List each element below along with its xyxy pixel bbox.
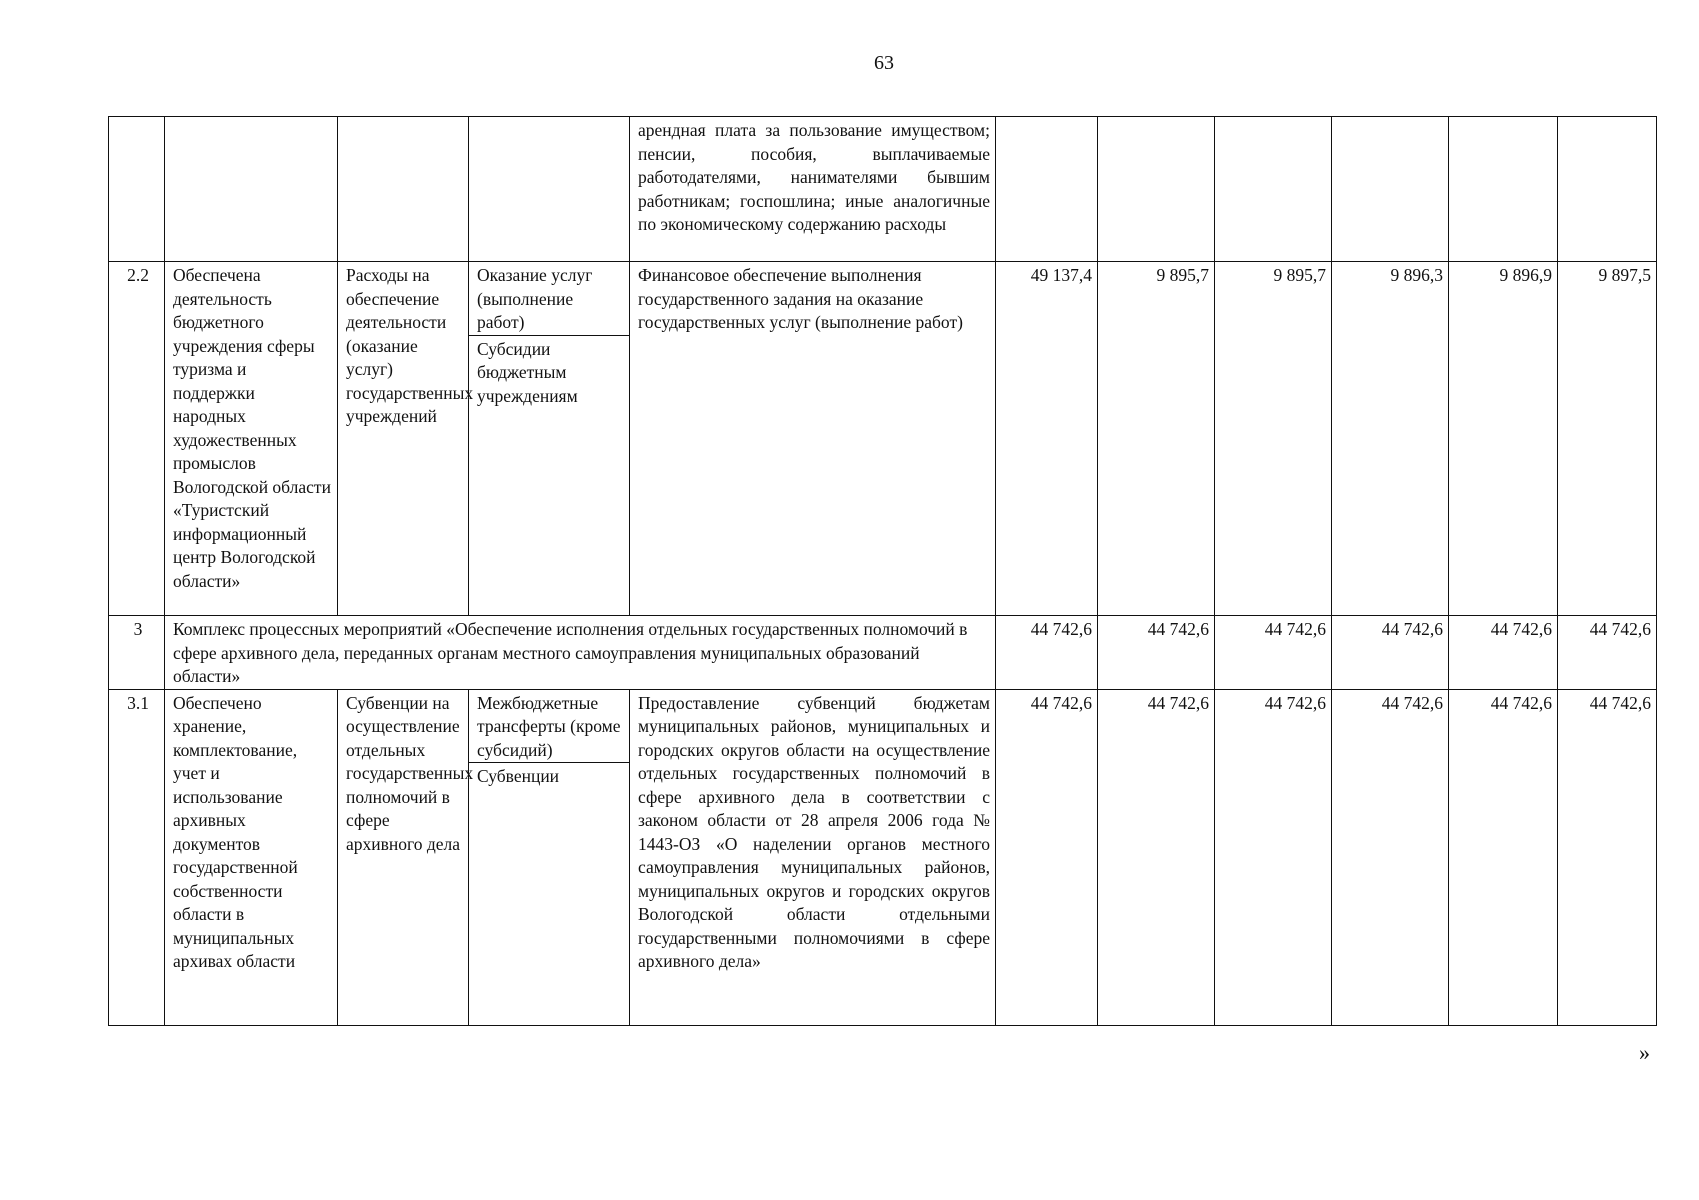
closing-quote: »: [1639, 1040, 1650, 1065]
table-row-2-2: [109, 262, 1657, 616]
cell-value-4: 44 742,6: [1332, 689, 1449, 1025]
cell-value-5: 44 742,6: [1449, 616, 1558, 690]
cell-type: [469, 262, 630, 616]
cell-result: [165, 117, 338, 262]
cell-type: [469, 689, 630, 1025]
cell-section-title: Комплекс процессных мероприятий «Обеспечение исполнения отдельных государственных полномочий в сфере архивного дела, переданных органам местного самоуправления муниципальных образований области»: [165, 616, 996, 690]
cell-result: Обеспечено хранение, комплектование, учет и использование архивных документов государственной собственности области в муниципальных архивах области: [165, 689, 338, 1025]
cell-value-5: 9 896,9: [1449, 262, 1558, 616]
expense-subtype: Субсидии бюджетным учреждениям: [477, 338, 578, 406]
expense-subtype: Субвенции: [477, 766, 560, 786]
cell-value-3: 44 742,6: [1215, 689, 1332, 1025]
cell-value-1: 44 742,6: [996, 616, 1098, 690]
cell-value-3: 44 742,6: [1215, 616, 1332, 690]
cell-value-3: 9 895,7: [1215, 262, 1332, 616]
cell-num: 2.2: [109, 262, 165, 616]
cell-value-3: [1215, 117, 1332, 262]
budget-table: [108, 116, 1657, 1026]
cell-value-6: 9 897,5: [1558, 262, 1657, 616]
table-row-continuation: [109, 117, 1657, 262]
expense-type: Межбюджетные трансферты (кроме субсидий): [469, 692, 629, 764]
cell-num: [109, 117, 165, 262]
cell-value-1: 49 137,4: [996, 262, 1098, 616]
cell-value-6: [1558, 117, 1657, 262]
cell-description: Финансовое обеспечение выполнения государственного задания на оказание государственных услуг (выполнение работ): [630, 262, 996, 616]
table-row-3: [109, 616, 1657, 690]
cell-description: арендная плата за пользование имуществом; пенсии, пособия, выплачиваемые работодателями, нанимателями бывшим работникам; госпошлина; иные аналогичные по экономическому содержанию расходы: [630, 117, 996, 262]
cell-value-1: [996, 117, 1098, 262]
cell-value-4: 9 896,3: [1332, 262, 1449, 616]
cell-value-1: 44 742,6: [996, 689, 1098, 1025]
cell-value-6: 44 742,6: [1558, 616, 1657, 690]
cell-value-2: 9 895,7: [1098, 262, 1215, 616]
cell-description: Предоставление субвенций бюджетам муниципальных районов, муниципальных и городских округов области на осуществление отдельных государственных полномочий в сфере архивного дела в соответствии с законом области от 28 апреля 2006 года № 1443-ОЗ «О наделении органов местного самоуправления муниципальных районов, муниципальных округов и городских округов Вологодской области отдельными государственными полномочиями в сфере архивного дела»: [630, 689, 996, 1025]
cell-value-2: 44 742,6: [1098, 689, 1215, 1025]
cell-result: Обеспечена деятельность бюджетного учреждения сферы туризма и поддержки народных художественных промыслов Вологодской области «Туристский информационный центр Вологодской области»: [165, 262, 338, 616]
expense-type: Оказание услуг (выполнение работ): [469, 264, 629, 336]
cell-value-5: 44 742,6: [1449, 689, 1558, 1025]
table-row-3-1: [109, 689, 1657, 1025]
cell-type: [469, 117, 630, 262]
cell-direction: Расходы на обеспечение деятельности (оказание услуг) государственных учреждений: [338, 262, 469, 616]
cell-direction: Субвенции на осуществление отдельных государственных полномочий в сфере архивного дела: [338, 689, 469, 1025]
page-number: 63: [874, 52, 894, 74]
cell-value-5: [1449, 117, 1558, 262]
cell-num: 3.1: [109, 689, 165, 1025]
cell-value-2: 44 742,6: [1098, 616, 1215, 690]
cell-value-4: [1332, 117, 1449, 262]
cell-value-2: [1098, 117, 1215, 262]
cell-value-6: 44 742,6: [1558, 689, 1657, 1025]
cell-value-4: 44 742,6: [1332, 616, 1449, 690]
cell-direction: [338, 117, 469, 262]
cell-num: 3: [109, 616, 165, 690]
